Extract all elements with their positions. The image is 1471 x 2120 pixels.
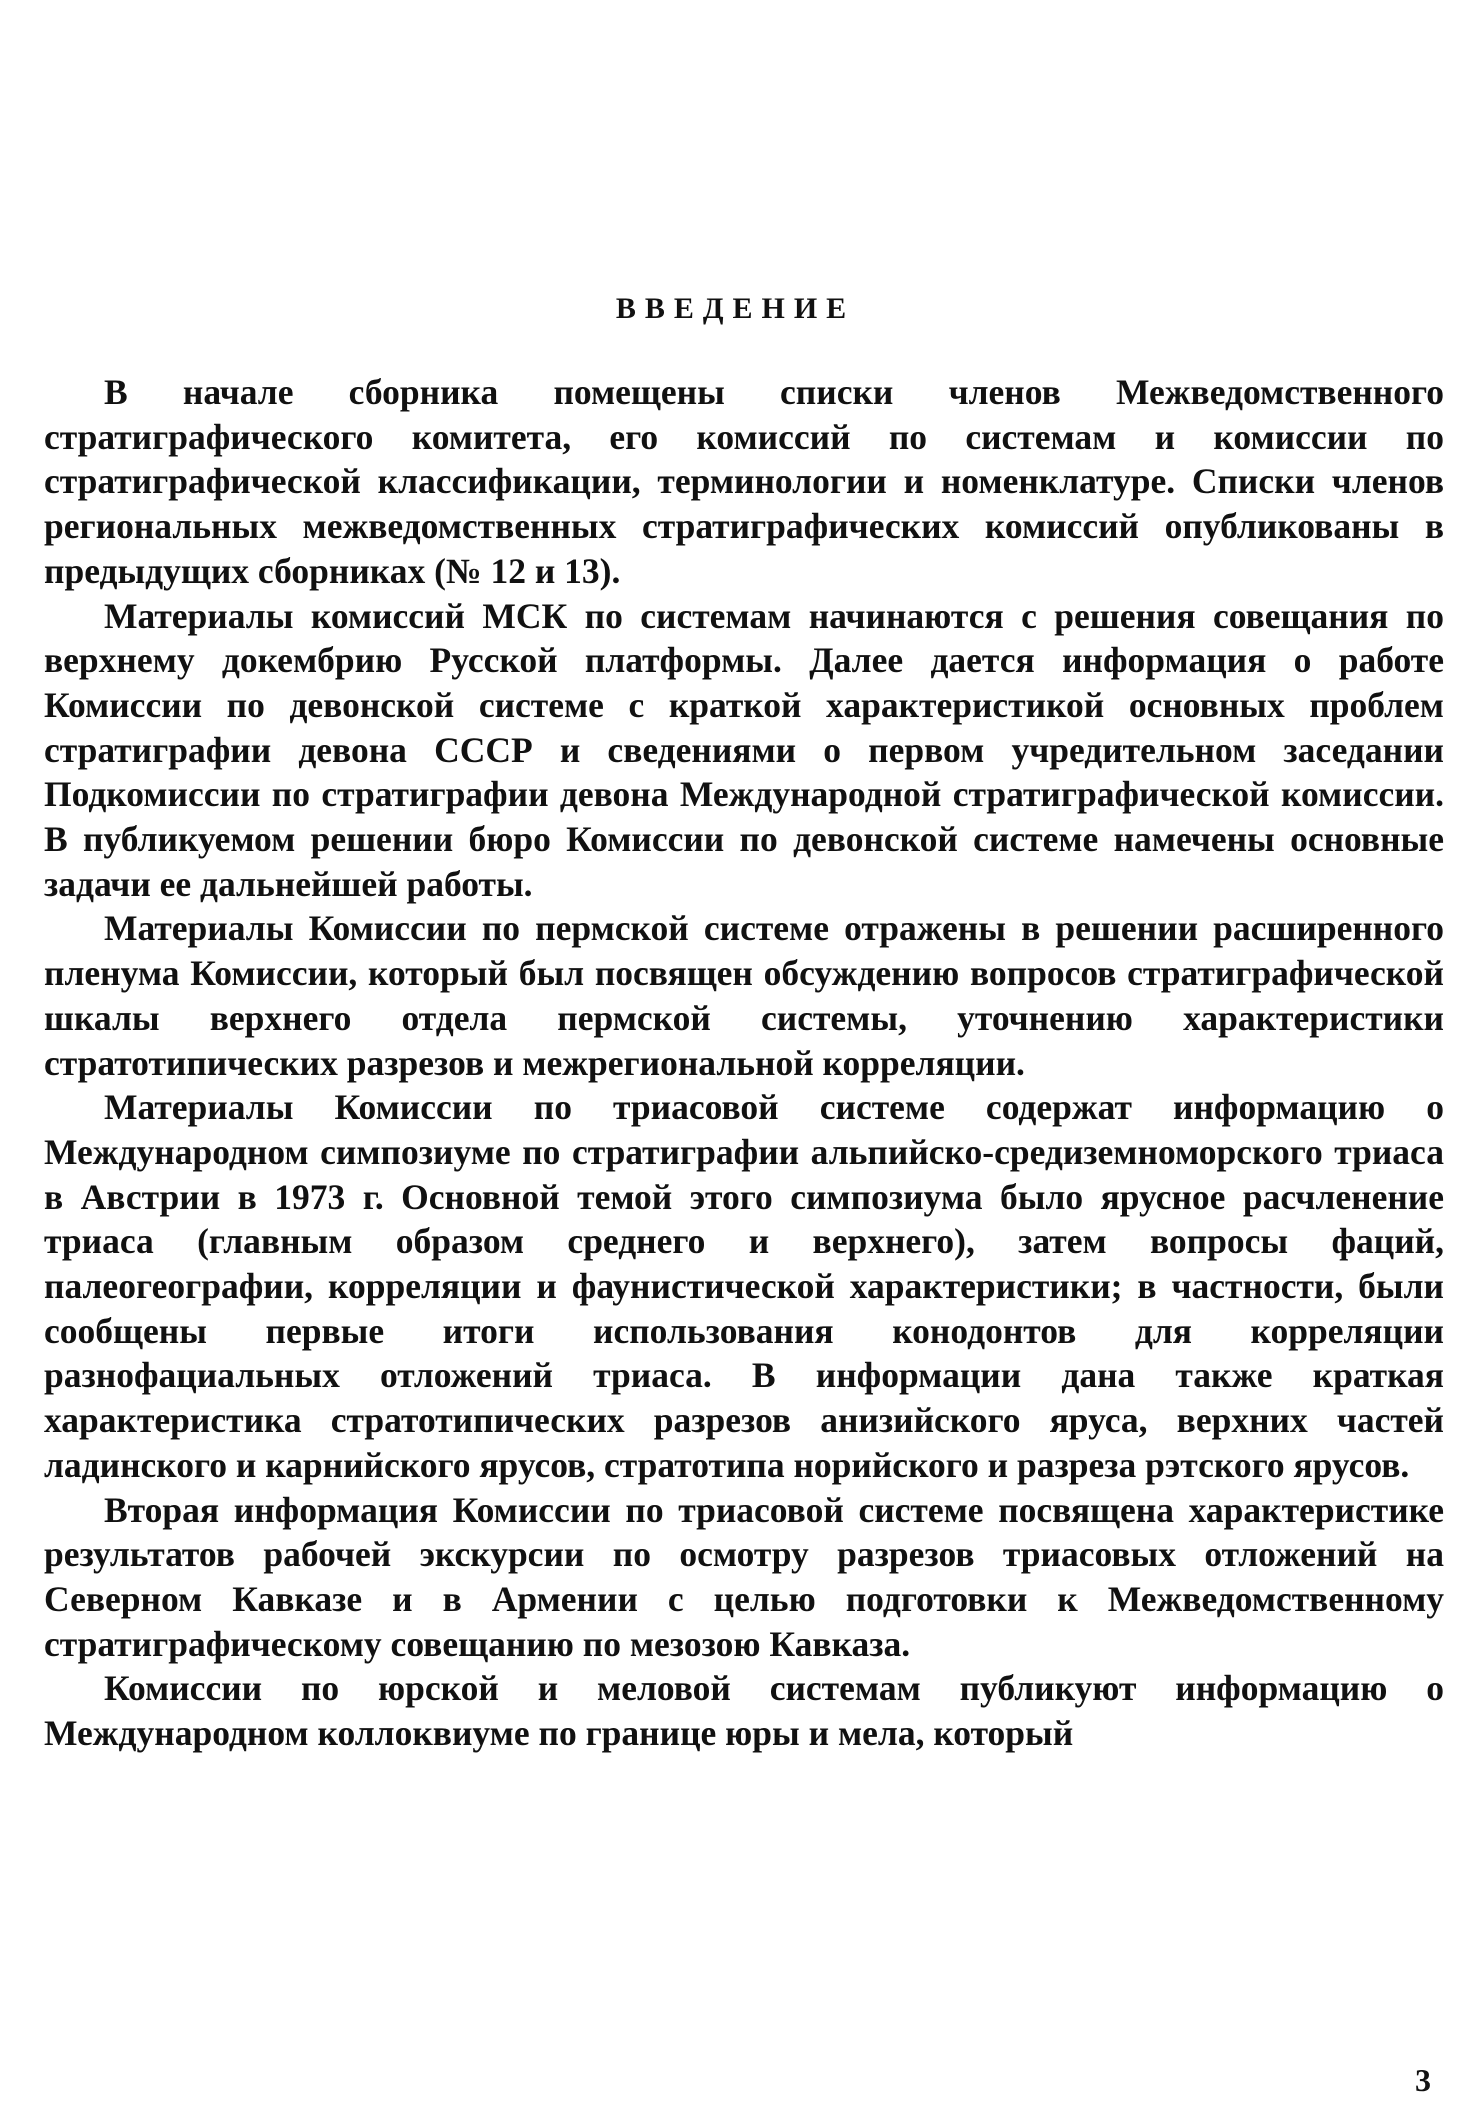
paragraph: Материалы комиссий МСК по системам начинаются с решения совещания по верхнему докембрию Русской платформы. Далее дается информация о работе Комиссии по девонской системе с краткой характеристикой основных проблем стратиграфии девона СССР и сведениями о первом учредительном заседании Подкомиссии по стратиграфии девона Международной стратиграфической комиссии. В публикуемом решении бюро Комиссии по девонской системе намечены основные задачи ее дальнейшей работы. <box>44 595 1444 904</box>
paragraph: Материалы Комиссии по триасовой системе содержат информацию о Международном симпозиуме по стратиграфии альпийско-средиземноморского триаса в Австрии в 1973 г. Основной темой этого симпозиума было ярусное расчленение триаса (главным образом среднего и верхнего), затем вопросы фаций, палеогеографии, корреляции и фаунистической характеристики; в частности, были сообщены первые итоги использования конодонтов для корреляции разнофациальных отложений триаса. В информации дана также краткая характеристика стратотипических разрезов анизийского яруса, верхних частей ладинского и карнийского ярусов, стратотипа норийского и разреза рэтского ярусов. <box>44 1087 1444 1485</box>
paragraph: Материалы Комиссии по пермской системе отражены в решении расширенного пленума Комиссии, который был посвящен обсуждению вопросов стратиграфической шкалы верхнего отдела пермской системы, уточнению характеристики стратотипических разрезов и межрегиональной корреляции. <box>44 908 1444 1083</box>
paragraph: Комиссии по юрской и меловой системам публикуют информацию о Международном коллоквиуме по границе юры и мела, который <box>44 1668 1444 1754</box>
body-text <box>44 370 1444 1756</box>
page-number: 3 <box>1415 2062 1431 2098</box>
page-title: ВВЕДЕНИЕ <box>615 292 856 325</box>
paragraph: Вторая информация Комиссии по триасовой системе посвящена характеристике результатов рабочей экскурсии по осмотру разрезов триасовых отложений на Северном Кавказе и в Армении с целью подготовки к Межведомственному стратиграфическому совещанию по мезозою Кавказа. <box>44 1489 1444 1664</box>
paragraph: В начале сборника помещены списки членов Межведомственного стратиграфического комитета, его комиссий по системам и комиссии по стратиграфической классификации, терминологии и номенклатуре. Списки членов региональных межведомственных стратиграфических комиссий опубликованы в предыдущих сборниках (№ 12 и 13). <box>44 372 1444 591</box>
